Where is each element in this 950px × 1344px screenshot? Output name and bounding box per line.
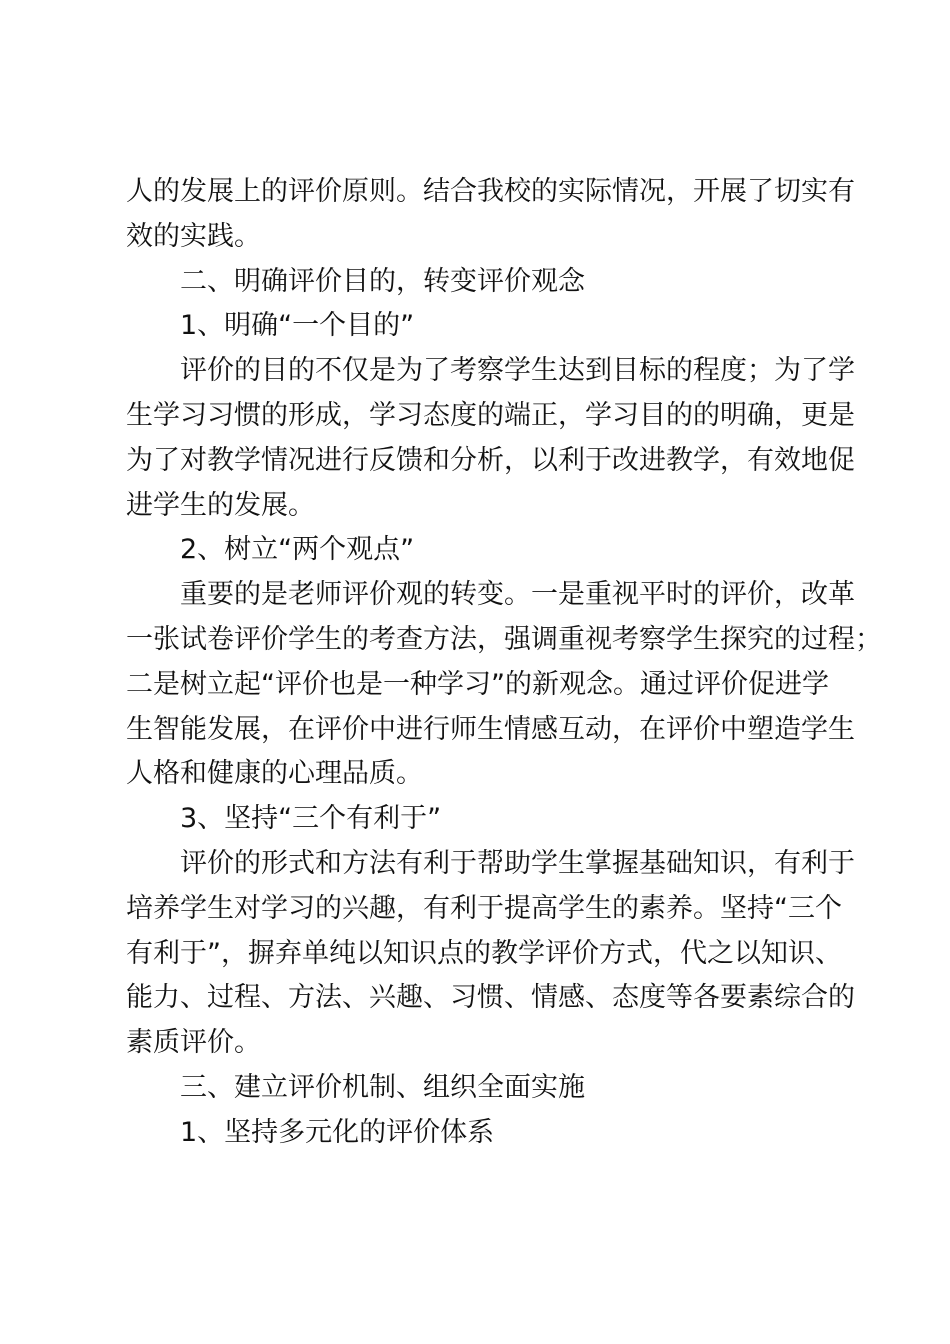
paragraph-evaluation-principle <box>126 170 855 260</box>
subheading-two-views: 2、树立“两个观点” <box>180 534 415 566</box>
section-heading-3: 三、建立评价机制、组织全面实施 <box>180 1071 585 1103</box>
text-line: 二是树立起“评价也是一种学习”的新观念。通过评价促进学 <box>126 668 829 700</box>
text-line: 生学习习惯的形成，学习态度的端正，学习目的的明确，更是 <box>126 399 855 431</box>
paragraph-evaluation-views <box>126 573 882 797</box>
text-line: 评价的形式和方法有利于帮助学生掌握基础知识，有利于 <box>180 847 855 879</box>
text-line: 人的发展上的评价原则。结合我校的实际情况，开展了切实有 <box>126 176 855 207</box>
text-line: 重要的是老师评价观的转变。一是重视平时的评价，改革 <box>180 579 855 611</box>
text-line: 能力、过程、方法、兴趣、习惯、情感、态度等各要素综合的 <box>126 982 855 1014</box>
subheading-diverse-system: 1、坚持多元化的评价体系 <box>180 1116 495 1148</box>
text-line: 培养学生对学习的兴趣，有利于提高学生的素养。坚持“三个 <box>126 892 842 924</box>
text-line: 评价的目的不仅是为了考察学生达到目标的程度；为了学 <box>180 355 855 387</box>
text-line: 有利于”，摒弃单纯以知识点的教学评价方式，代之以知识、 <box>126 937 842 969</box>
text-line: 为了对教学情况进行反馈和分析，以利于改进教学，有效地促 <box>126 444 855 476</box>
paragraph-evaluation-purpose <box>126 349 855 528</box>
section-heading-2: 二、明确评价目的，转变评价观念 <box>180 265 585 297</box>
text-line: 素质评价。 <box>126 1027 261 1059</box>
text-line: 人格和健康的心理品质。 <box>126 758 423 790</box>
subheading-three-benefits: 3、坚持“三个有利于” <box>180 803 442 835</box>
subheading-one-goal: 1、明确“一个目的” <box>180 310 415 342</box>
text-line: 进学生的发展。 <box>126 489 315 521</box>
text-line: 效的实践。 <box>126 220 261 252</box>
paragraph-evaluation-forms <box>126 842 855 1066</box>
text-line: 一张试卷评价学生的考查方法，强调重视考察学生探究的过程； <box>126 623 882 655</box>
document-body <box>126 170 882 1156</box>
text-line: 生智能发展，在评价中进行师生情感互动，在评价中塑造学生 <box>126 713 855 745</box>
